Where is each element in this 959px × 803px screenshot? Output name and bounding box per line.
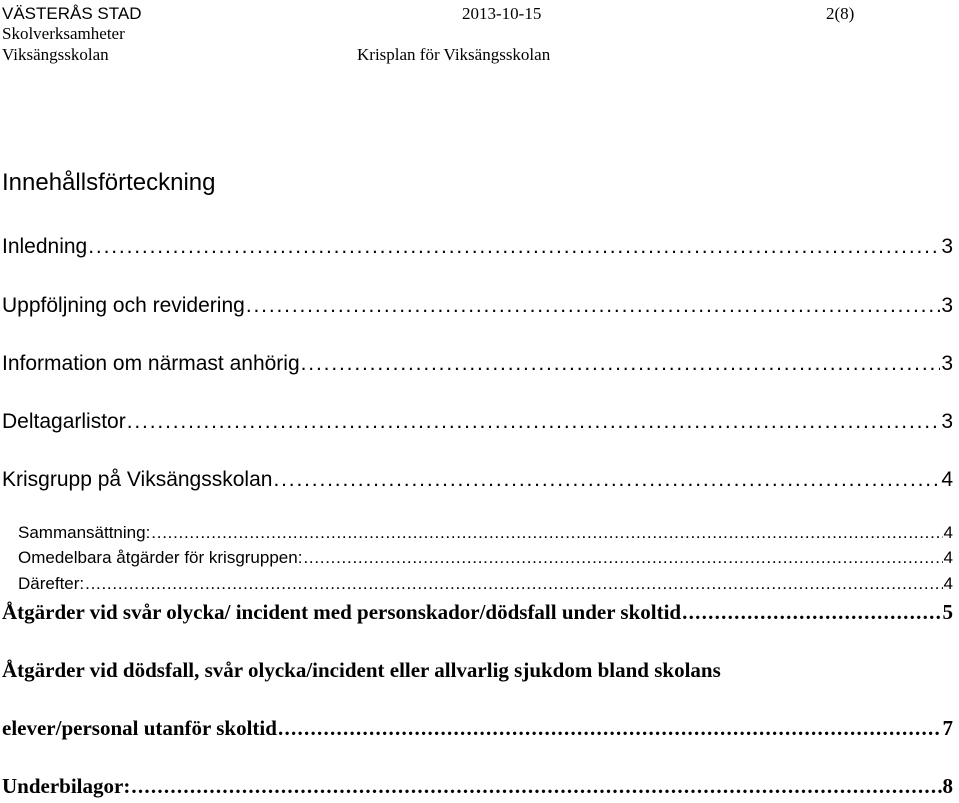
toc-entry[interactable] [2,468,953,492]
toc-entry-page: 3 [941,294,953,317]
toc-entry[interactable] [2,352,953,376]
toc-leader-dots [273,468,940,492]
toc-entry-label: Omedelbara åtgärder för krisgruppen: [18,548,303,567]
toc-leader-dots [151,523,942,543]
toc-entry-label: Krisgrupp på Viksängsskolan [2,468,273,491]
toc-entry-label: Underbilagor: [2,774,131,798]
header-org: VÄSTERÅS STAD [2,4,142,23]
toc-entry-page: 3 [941,235,953,258]
header-page-number: 2(8) [826,4,855,23]
toc-entry-label: Åtgärder vid svår olycka/ incident med personskador/dödsfall under skoltid [2,600,682,624]
toc-subentry[interactable] [2,574,953,594]
toc-subentry[interactable] [2,548,953,568]
toc-leader-dots [301,352,941,376]
toc-entry-label: Därefter: [18,574,85,593]
toc-entry-label: elever/personal utanför skoltid [2,716,277,740]
toc-entry-page: 3 [941,352,953,375]
toc-leader-dots [127,410,941,434]
toc-entry-label: Sammansättning: [18,523,151,542]
toc-leader-dots [85,574,942,594]
header-doc-title: Krisplan för Viksängsskolan [357,45,551,64]
toc-entry[interactable] [2,410,953,434]
toc-leader-dots [131,774,941,798]
toc-entry-page: 3 [941,410,953,433]
toc-leader-dots [246,294,941,318]
toc-entry-label-line1[interactable]: Åtgärder vid dödsfall, svår olycka/incident eller allvarlig sjukdom bland skolans [2,658,721,682]
toc-entry-page: 8 [942,774,953,798]
toc-leader-dots [278,716,942,740]
toc-entry-page: 4 [943,523,953,542]
toc-entry-page: 5 [942,600,953,624]
toc-entry-page: 4 [941,468,953,491]
toc-entry-label: Uppföljning och revidering [2,294,245,317]
toc-entry[interactable] [2,774,953,798]
toc-entry-label: Inledning [2,235,88,258]
toc-leader-dots [682,600,941,624]
header-school: Viksängsskolan [2,45,109,64]
toc-entry[interactable] [2,294,953,318]
toc-entry-label: Deltagarlistor [2,410,126,433]
toc-entry[interactable] [2,600,953,624]
toc-entry-page: 4 [943,574,953,593]
header-date: 2013-10-15 [462,4,542,23]
toc-subentry[interactable] [2,523,953,543]
toc-entry-page: 7 [942,716,953,740]
header-department: Skolverksamheter [2,24,125,43]
toc-leader-dots [303,548,942,568]
toc-title: Innehållsförteckning [2,169,216,196]
toc-leader-dots [88,235,940,259]
toc-entry-page: 4 [943,548,953,567]
toc-entry[interactable] [2,235,953,259]
toc-entry[interactable] [2,716,953,740]
toc-entry-label: Information om närmast anhörig [2,352,300,375]
